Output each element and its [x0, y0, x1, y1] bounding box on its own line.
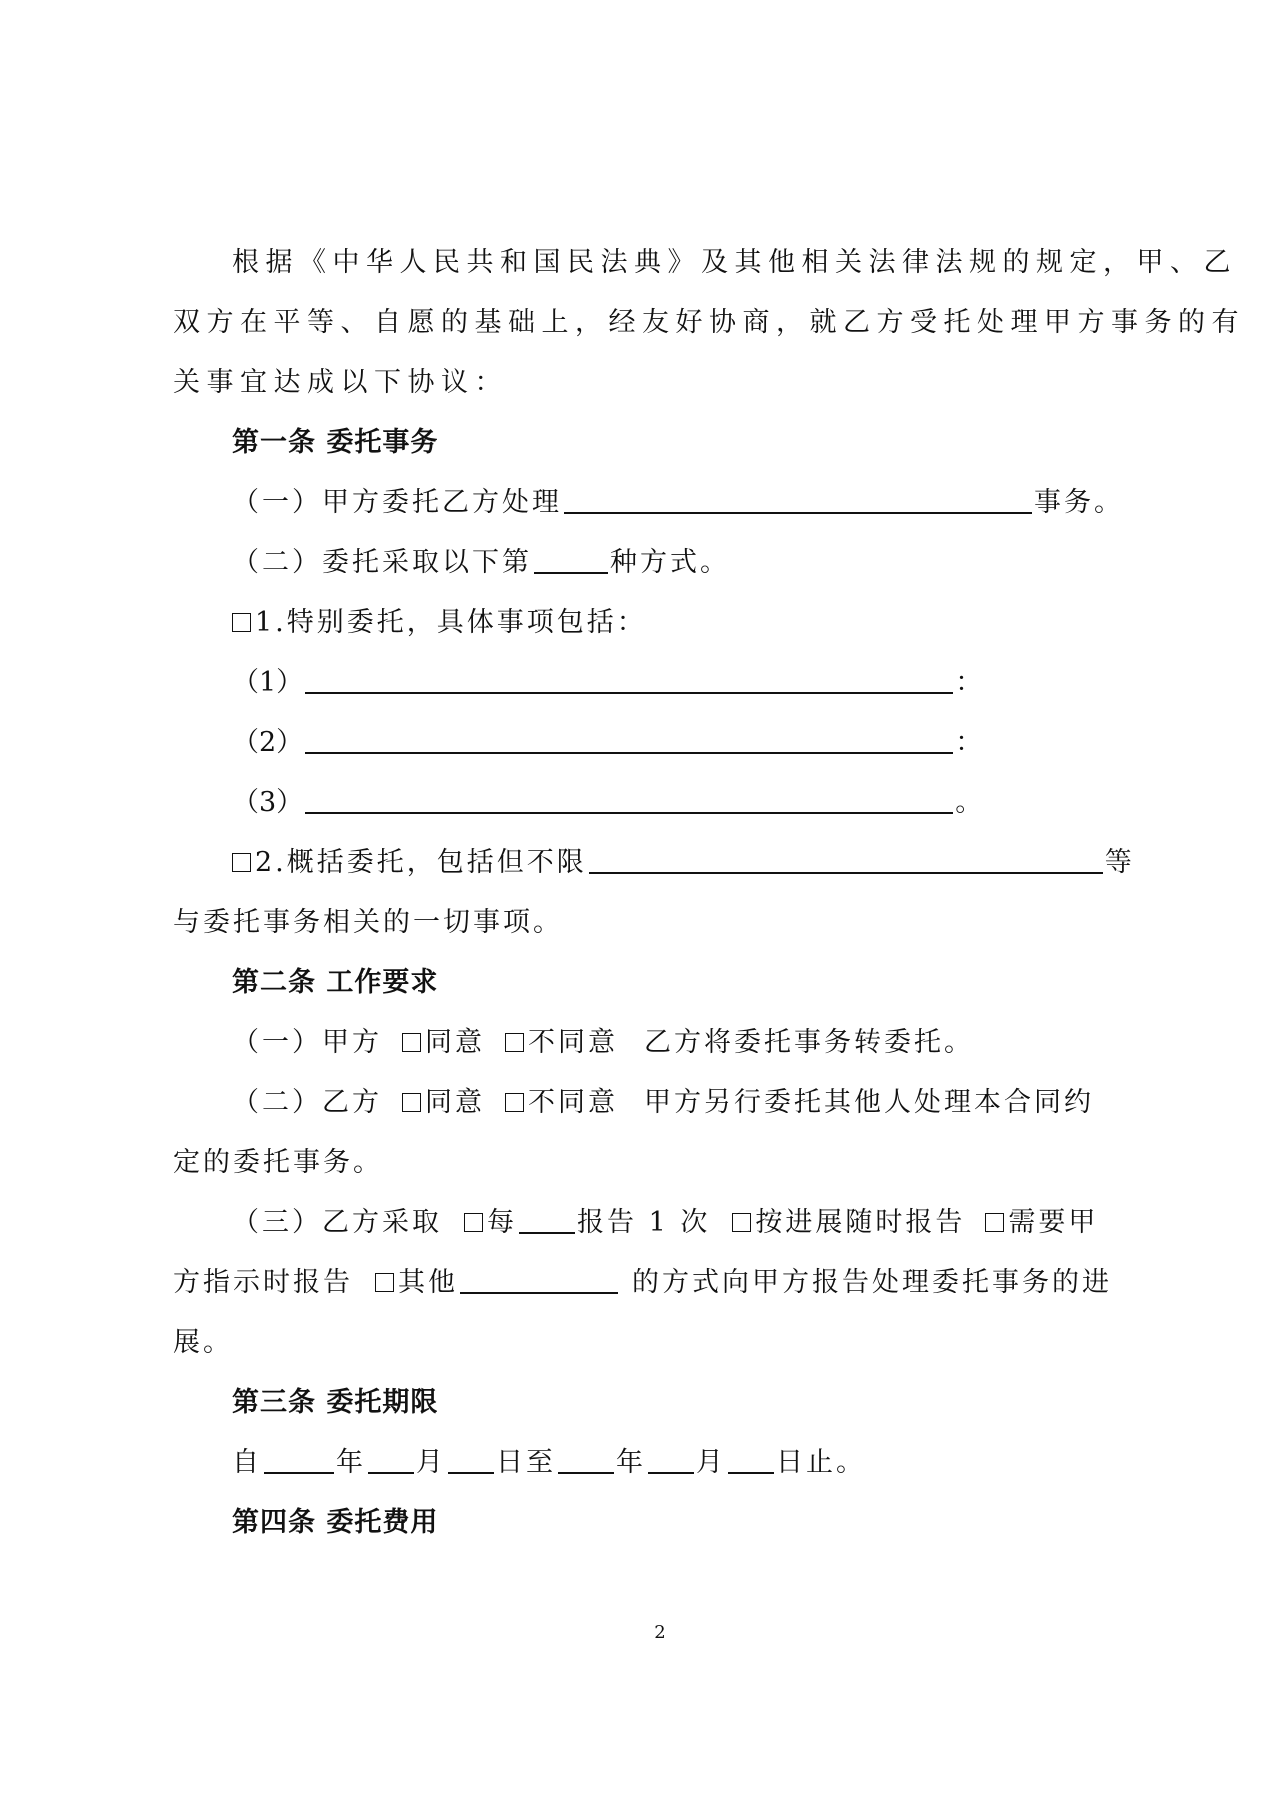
checkbox-report-periodic[interactable]	[464, 1213, 483, 1232]
checkbox-report-other[interactable]	[375, 1273, 394, 1292]
option-special-entrustment-label: 1.特别委托，具体事项包括：	[255, 607, 647, 638]
report-periodic-label-b: 报告 1 次	[577, 1207, 711, 1238]
end-day-blank[interactable]	[728, 1443, 774, 1474]
special-item-3-end: 。	[955, 787, 983, 818]
start-month-label: 月	[416, 1447, 446, 1478]
subentrust-agree-label: 同意	[425, 1027, 485, 1058]
checkbox-subentrust-agree[interactable]	[402, 1033, 421, 1052]
other-entrust-disagree-label: 不同意	[528, 1087, 618, 1118]
general-entrustment-blank[interactable]	[589, 843, 1103, 874]
start-year-blank[interactable]	[264, 1443, 334, 1474]
report-period-blank[interactable]	[519, 1203, 575, 1234]
article-2-item-3-line-2	[173, 1263, 1123, 1303]
option-special-entrustment	[232, 603, 1123, 643]
checkbox-report-progress[interactable]	[732, 1213, 751, 1232]
special-item-3-label: （3）	[232, 787, 304, 818]
special-item-1-end: ：	[955, 667, 983, 698]
report-on-instruction-label-a: 需要甲	[1008, 1207, 1099, 1238]
article-2-item-1-prefix: （一）甲方	[232, 1027, 382, 1058]
article-2-item-1-suffix: 乙方将委托事务转委托。	[644, 1027, 974, 1058]
checkbox-special-entrustment[interactable]	[232, 613, 251, 632]
article-1-heading: 第一条 委托事务	[232, 427, 439, 458]
article-1-item-2	[232, 543, 1123, 583]
report-periodic-label-a: 每	[487, 1207, 517, 1238]
checkbox-other-entrust-disagree[interactable]	[505, 1093, 524, 1112]
article-1-item-1	[232, 483, 1123, 523]
special-item-3-blank[interactable]	[305, 783, 953, 814]
special-item-2-end: ：	[955, 727, 983, 758]
special-item-1	[232, 663, 1123, 703]
special-item-2	[232, 723, 1123, 763]
article-2-item-2-suffix: 甲方另行委托其他人处理本合同约	[644, 1087, 1094, 1118]
preamble-line-1: 根据《中华人民共和国民法典》及其他相关法律法规的规定，甲、乙	[232, 247, 1237, 278]
special-item-3	[232, 783, 1123, 823]
special-item-2-blank[interactable]	[305, 723, 953, 754]
article-2-item-3	[232, 1203, 1123, 1243]
start-month-blank[interactable]	[368, 1443, 414, 1474]
other-entrust-agree-label: 同意	[425, 1087, 485, 1118]
option-general-entrustment	[232, 843, 1135, 883]
end-year-label: 年	[616, 1447, 646, 1478]
special-item-2-label: （2）	[232, 727, 304, 758]
article-3-term	[232, 1443, 1123, 1483]
preamble-line-3: 关事宜达成以下协议：	[173, 367, 508, 398]
start-day-to-label: 日至	[496, 1447, 556, 1478]
checkbox-subentrust-disagree[interactable]	[505, 1033, 524, 1052]
article-1-item-1-prefix: （一）甲方委托乙方处理	[232, 487, 562, 518]
article-2-item-2-prefix: （二）乙方	[232, 1087, 382, 1118]
article-3-heading: 第三条 委托期限	[232, 1387, 439, 1418]
end-month-blank[interactable]	[648, 1443, 694, 1474]
report-progress-label: 按进展随时报告	[755, 1207, 966, 1238]
article-2-item-1	[232, 1023, 1123, 1063]
checkbox-report-on-instruction[interactable]	[985, 1213, 1004, 1232]
article-2-heading: 第二条 工作要求	[232, 967, 439, 998]
article-2-item-3-prefix: （三）乙方采取	[232, 1207, 442, 1238]
article-2-item-3-line-2-suffix: 的方式向甲方报告处理委托事务的进	[632, 1267, 1112, 1298]
page-number: 2	[654, 1622, 666, 1643]
article-2-item-3-line-3: 展。	[173, 1327, 233, 1358]
report-other-blank[interactable]	[460, 1263, 618, 1294]
entrusted-matter-blank[interactable]	[564, 483, 1032, 514]
checkbox-other-entrust-agree[interactable]	[402, 1093, 421, 1112]
article-1-item-1-suffix: 事务。	[1034, 487, 1124, 518]
article-2-item-2-line-2: 定的委托事务。	[173, 1147, 383, 1178]
preamble-line-2: 双方在平等、自愿的基础上，经友好协商，就乙方受托处理甲方事务的有	[173, 307, 1245, 338]
report-other-label: 其他	[398, 1267, 458, 1298]
article-1-item-2-prefix: （二）委托采取以下第	[232, 547, 532, 578]
end-year-blank[interactable]	[558, 1443, 614, 1474]
article-2-item-2	[232, 1083, 1123, 1123]
option-general-entrustment-suffix: 等	[1104, 847, 1135, 878]
end-month-label: 月	[696, 1447, 726, 1478]
subentrust-disagree-label: 不同意	[528, 1027, 618, 1058]
end-day-label: 日止。	[776, 1447, 866, 1478]
method-number-blank[interactable]	[534, 543, 608, 574]
article-4-heading: 第四条 委托费用	[232, 1507, 439, 1538]
option-general-entrustment-label: 2.概括委托，包括但不限	[255, 847, 587, 878]
start-year-label: 年	[336, 1447, 366, 1478]
start-day-blank[interactable]	[448, 1443, 494, 1474]
option-general-entrustment-line-2: 与委托事务相关的一切事项。	[173, 907, 563, 938]
article-1-item-2-suffix: 种方式。	[610, 547, 730, 578]
special-item-1-blank[interactable]	[305, 663, 953, 694]
special-item-1-label: （1）	[232, 667, 304, 698]
term-from-label: 自	[232, 1447, 262, 1478]
checkbox-general-entrustment[interactable]	[232, 853, 251, 872]
report-on-instruction-label-b: 方指示时报告	[173, 1267, 353, 1298]
